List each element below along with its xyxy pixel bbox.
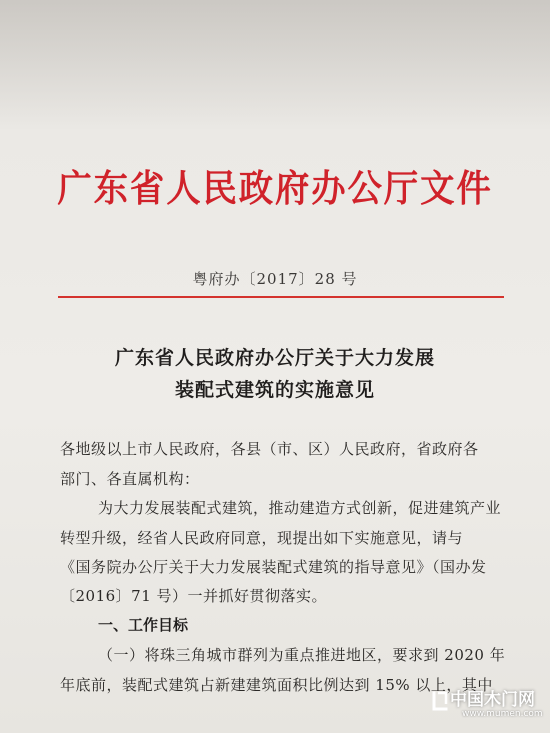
addressee-line-2: 部门、各直属机构： [60, 470, 200, 488]
document-header: 广东省人民政府办公厅文件 [57, 167, 493, 210]
intro-line-1: 为大力发展装配式建筑，推动建造方式创新，促进建筑产业 [98, 499, 502, 517]
document-number: 粤府办〔2017〕28 号 [192, 270, 358, 288]
watermark-url: www.mumen.com [462, 709, 543, 719]
addressee-line-1: 各地级以上市人民政府，各县（市、区）人民政府，省政府各 [60, 440, 479, 458]
watermark-logo-icon [432, 691, 448, 711]
bleed-through-text [60, 62, 520, 122]
item-1-line-1: （一）将珠三角城市群列为重点推进地区，要求到 2020 年 [98, 646, 506, 664]
watermark-site-name: 中国木门网 [450, 690, 535, 710]
section-heading: 一、工作目标 [98, 616, 189, 634]
red-separator-line [58, 296, 504, 298]
site-watermark [432, 685, 550, 727]
intro-line-2: 转型升级，经省人民政府同意，现提出如下实施意见，请与 [60, 529, 464, 547]
document-title-line-1: 广东省人民政府办公厅关于大力发展 [114, 347, 435, 369]
item-1-line-2: 年底前，装配式建筑占新建建筑面积比例达到 15% 以上，其中 [60, 676, 493, 694]
intro-line-4: 〔2016〕71 号）一并抓好贯彻落实。 [60, 587, 328, 605]
intro-line-3: 《国务院办公厅关于大力发展装配式建筑的指导意见》（国办发 [60, 558, 487, 576]
document-title-line-2: 装配式建筑的实施意见 [174, 379, 375, 401]
